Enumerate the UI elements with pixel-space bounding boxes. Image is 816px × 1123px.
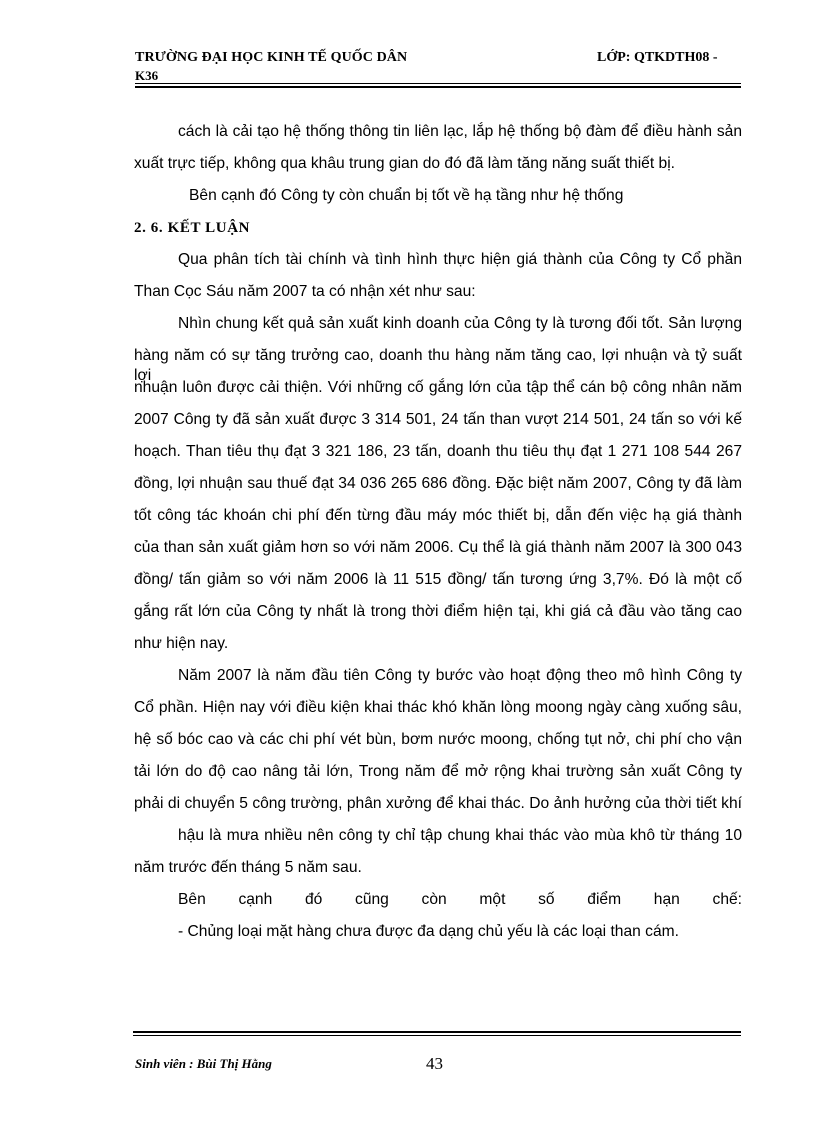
text-line: Cổ phần. Hiện nay với điều kiện khai thác khó khăn lòng moong ngày càng xuống sâu, [134,699,742,716]
text-line: đồng, lợi nhuận sau thuế đạt 34 036 265 686 đồng. Đặc biệt năm 2007, Công ty đã làm [134,475,742,492]
text-line: đồng/ tấn giảm so với năm 2006 là 11 515 đồng/ tấn tương ứng 3,7%. Đó là một cố [134,571,742,588]
footer-rule-thin [133,1035,741,1036]
text-line: nhuận luôn được cải thiện. Với những cố gắng lớn của tập thể cán bộ công nhân năm [134,379,742,396]
text-line: Năm 2007 là năm đầu tiên Công ty bước vào hoạt động theo mô hình Công ty [178,667,742,684]
text-line: của than sản xuất giảm hơn so với năm 2006. Cụ thể là giá thành năm 2007 là 300 043 [134,539,742,556]
text-line: gắng rất lớn của Công ty nhất là trong thời điểm hiện tại, khi giá cả đầu vào tăng cao [134,603,742,620]
header-rule-thin [135,83,741,84]
student-name: Sinh viên : Bùi Thị Hằng [135,1056,272,1071]
text-line: Bên cạnh đó cũng còn một số điểm hạn chế: [178,891,742,908]
text-line: 2007 Công ty đã sản xuất được 3 314 501, 24 tấn than vượt 214 501, 24 tấn so với kế [134,411,742,428]
class-code: LỚP: QTKDTH08 - [597,50,718,65]
document-body [134,122,742,954]
text-line: tốt công tác khoán chi phí đến từng đầu máy móc thiết bị, dẫn đến việc hạ giá thành [134,507,742,524]
text-line: Qua phân tích tài chính và tình hình thực hiện giá thành của Công ty Cổ phần [178,251,742,268]
text-line: xuất trực tiếp, không qua khâu trung gian do đó đã làm tăng năng suất thiết bị. [134,155,675,172]
footer-rule-thick [133,1031,741,1033]
text-line: cách là cải tạo hệ thống thông tin liên lạc, lắp hệ thống bộ đàm để điều hành sản [178,123,742,140]
text-line: tải lớn do độ cao nâng tải lớn, Trong năm để mở rộng khai trường sản xuất Công ty [134,763,742,780]
header-rule-thick [135,86,741,88]
text-line: như hiện nay. [134,635,229,652]
text-line: Bên cạnh đó Công ty còn chuẩn bị tốt về hạ tầng như hệ thống [189,187,624,204]
text-line: hệ số bóc cao và các chi phí vét bùn, bơm nước moong, chống tụt nở, chi phí cho vận [134,731,742,748]
page-number: 43 [426,1054,443,1073]
text-line: phải di chuyển 5 công trường, phân xưởng để khai thác. Do ảnh hưởng của thời tiết khí [134,795,742,812]
school-name: TRƯỜNG ĐẠI HỌC KINH TẾ QUỐC DÂN [135,50,408,65]
class-code-continued: K36 [135,68,159,83]
text-line: hậu là mưa nhiều nên công ty chỉ tập chung khai thác vào mùa khô từ tháng 10 [178,827,742,844]
text-line: Nhìn chung kết quả sản xuất kinh doanh của Công ty là tương đối tốt. Sản lượng [178,315,742,332]
text-line: - Chủng loại mặt hàng chưa được đa dạng chủ yếu là các loại than cám. [178,923,679,940]
text-line: hàng năm có sự tăng trưởng cao, doanh thu hàng năm tăng cao, lợi nhuận và tỷ suất lợi [134,347,742,384]
text-line: năm trước đến tháng 5 năm sau. [134,859,362,876]
text-line: Than Cọc Sáu năm 2007 ta có nhận xét như sau: [134,283,476,300]
section-heading: 2. 6. KẾT LUẬN [134,220,251,236]
text-line: hoạch. Than tiêu thụ đạt 3 321 186, 23 tấn, doanh thu tiêu thụ đạt 1 271 108 544 267 [134,443,742,460]
